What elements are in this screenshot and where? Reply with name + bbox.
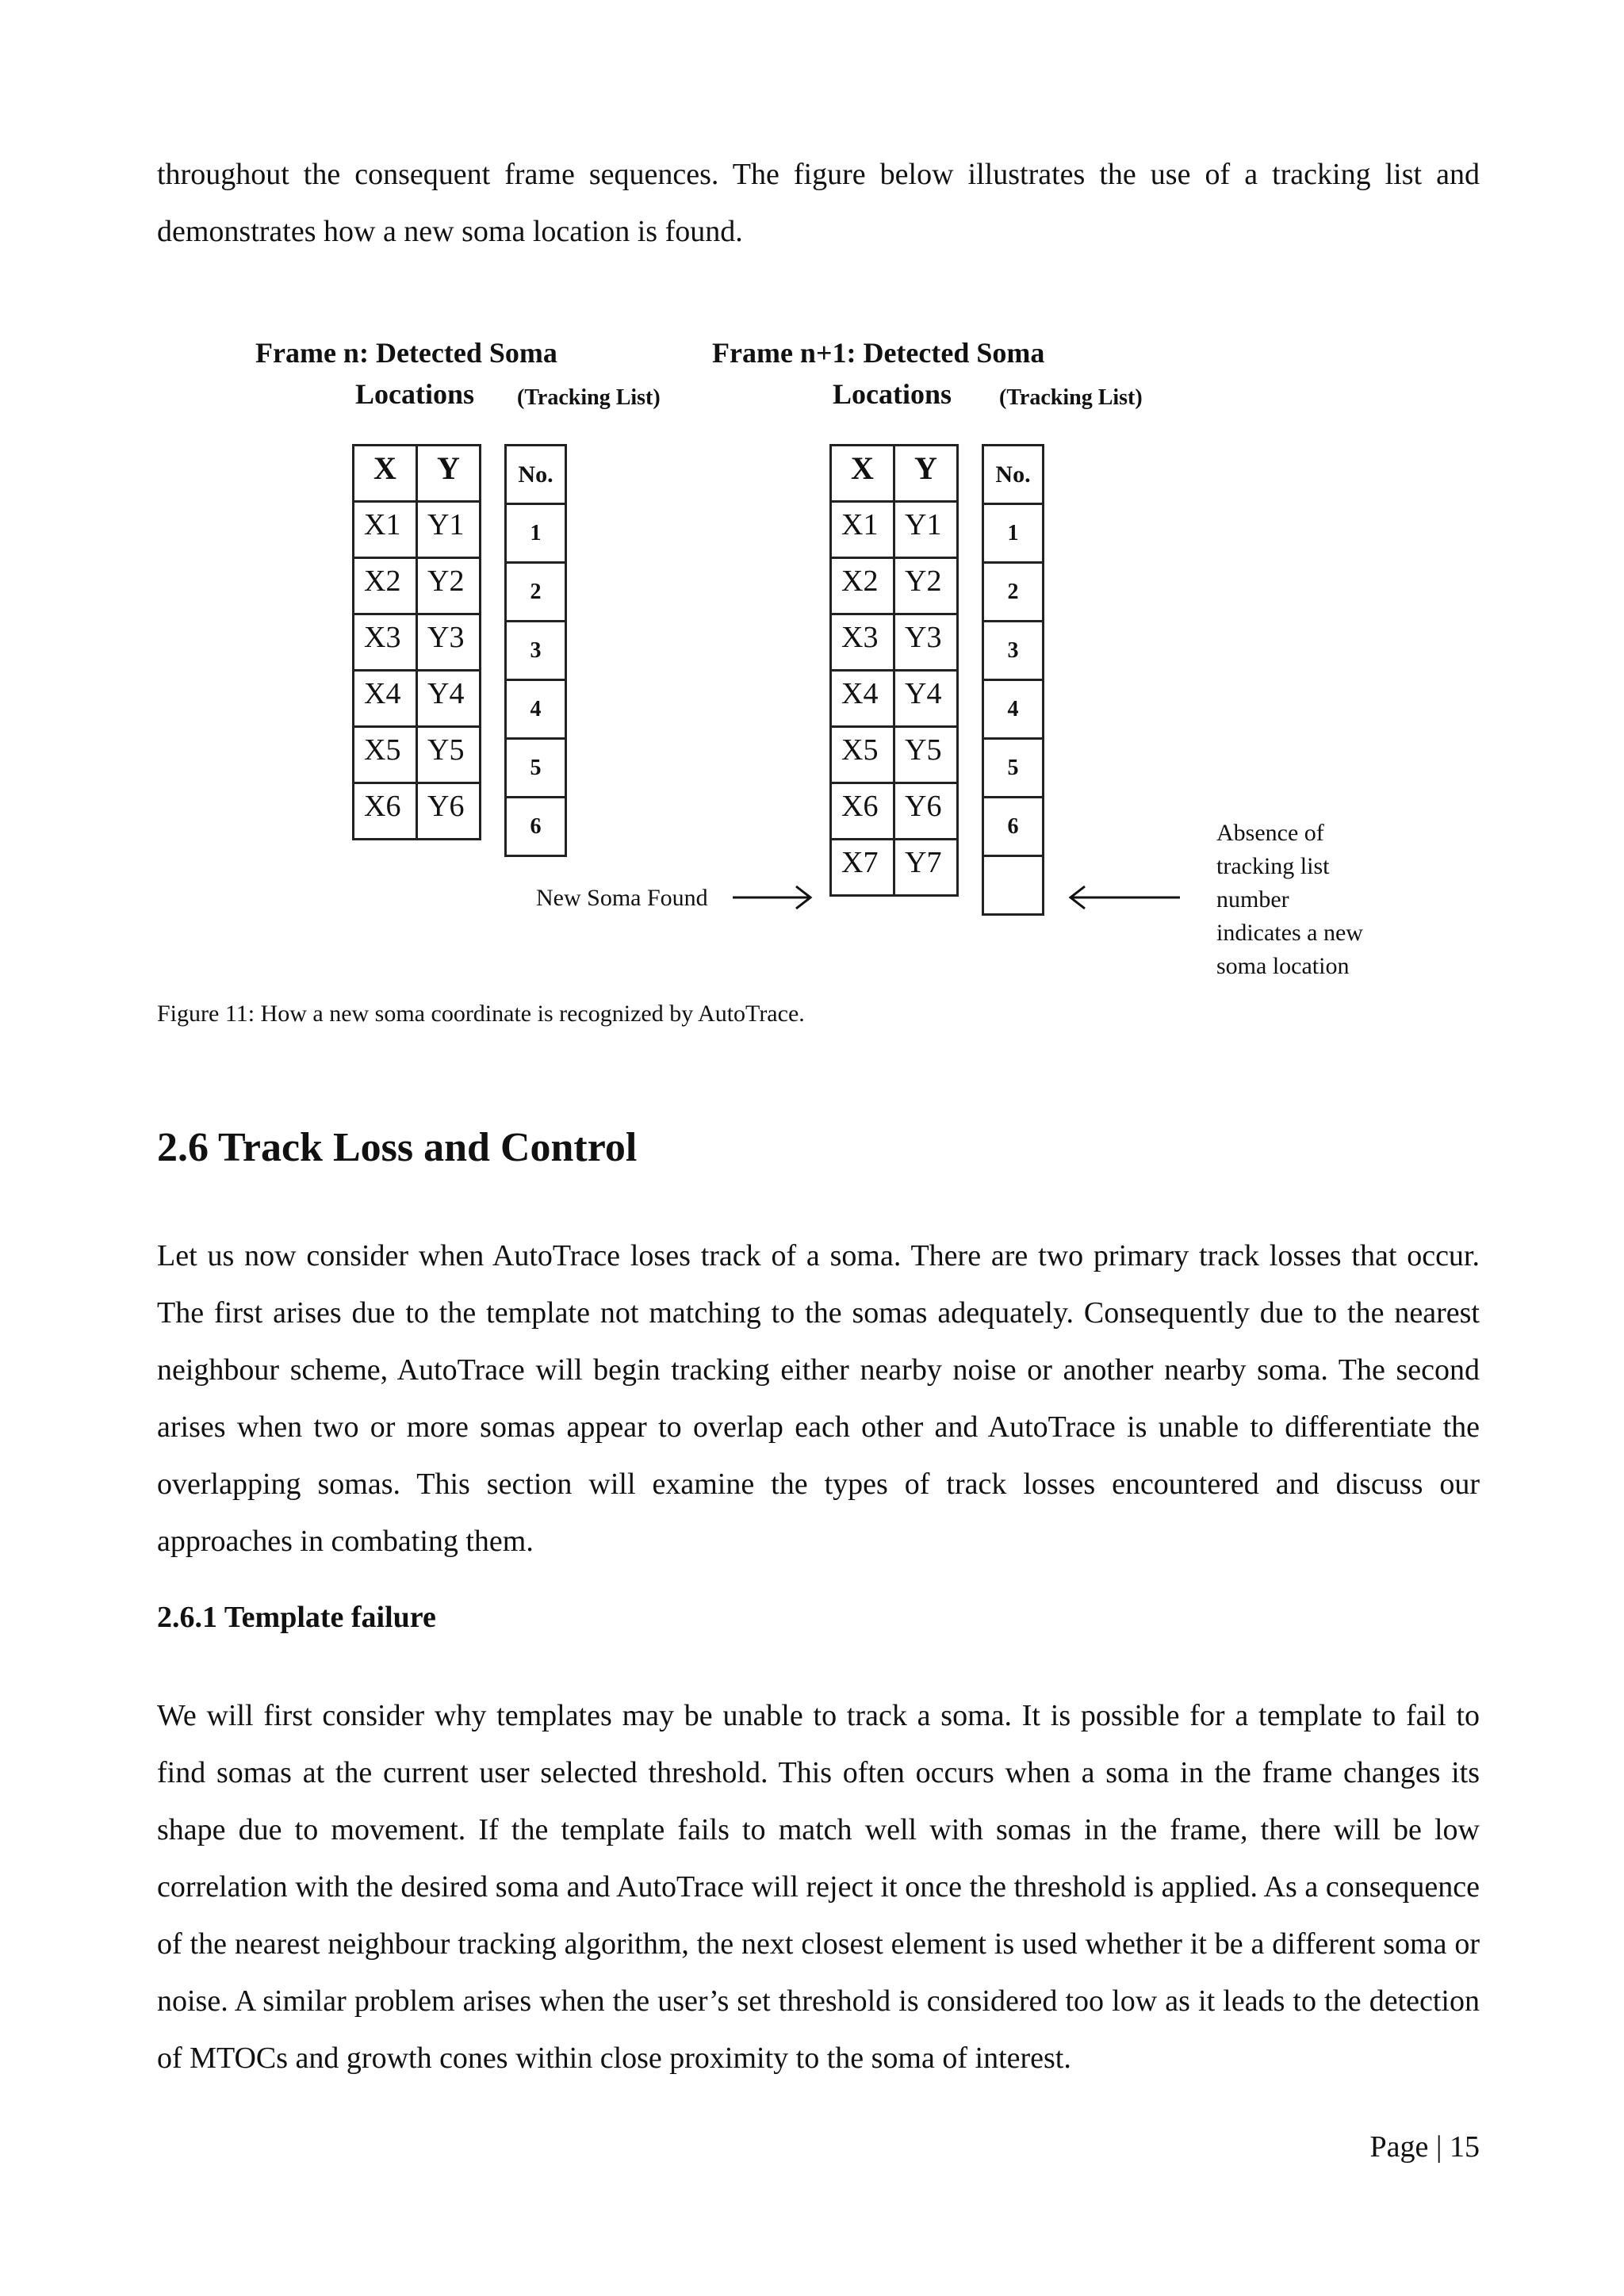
- table-row: [506, 739, 566, 798]
- cell-y: Y5: [417, 727, 481, 783]
- cell-x: X6: [831, 783, 894, 840]
- cell-y: Y3: [894, 614, 958, 671]
- cell-y: Y6: [894, 783, 958, 840]
- table-row: [506, 680, 566, 739]
- table-header-row: [506, 446, 566, 504]
- table-row: [831, 558, 958, 614]
- frame-n1-tracking-list: [982, 444, 1044, 916]
- cell-y: Y1: [417, 502, 481, 558]
- table-row: [506, 798, 566, 856]
- table-header-row: [831, 446, 958, 502]
- frame-n1-coordinate-table: [829, 444, 959, 897]
- frame-n-coordinate-table: [352, 444, 481, 840]
- table-row-new-soma: [831, 840, 958, 896]
- absence-note-line: number: [1216, 886, 1289, 913]
- absence-note-line: soma location: [1216, 953, 1350, 979]
- tracking-number: 5: [983, 739, 1044, 798]
- table-row: [354, 671, 481, 727]
- page-number: Page | 15: [1369, 2130, 1480, 2164]
- cell-x: X3: [831, 614, 894, 671]
- cell-x: X1: [354, 502, 417, 558]
- table-row-empty: [983, 856, 1044, 915]
- table-row: [983, 680, 1044, 739]
- table-row: [831, 727, 958, 783]
- absence-note-line: Absence of: [1216, 820, 1324, 846]
- table-row: [354, 727, 481, 783]
- cell-y: Y2: [417, 558, 481, 614]
- cell-x: X1: [831, 502, 894, 558]
- frame-n-tracking-label: (Tracking List): [517, 385, 661, 410]
- tracking-number: 2: [506, 563, 566, 622]
- cell-x: X3: [354, 614, 417, 671]
- frame-n1-tracking-label: (Tracking List): [999, 385, 1143, 410]
- subsection-heading: 2.6.1 Template failure: [157, 1601, 436, 1634]
- cell-x: X4: [831, 671, 894, 727]
- cell-y: Y2: [894, 558, 958, 614]
- right-arrow-icon: [730, 880, 815, 915]
- cell-y: Y4: [417, 671, 481, 727]
- table-row: [506, 563, 566, 622]
- cell-y: Y5: [894, 727, 958, 783]
- table-row: [831, 614, 958, 671]
- tracking-number-empty: [983, 856, 1044, 915]
- tracking-number: 1: [983, 504, 1044, 563]
- cell-y: Y6: [417, 783, 481, 840]
- column-header-no: No.: [506, 446, 566, 504]
- tracking-number: 3: [506, 622, 566, 680]
- table-row: [983, 739, 1044, 798]
- paragraph-track-loss: Let us now consider when AutoTrace loses track of a soma. There are two primary track losses that occur. The first arises due to the template not matching to the somas adequately. Consequently due to the nearest neighbour scheme, AutoTrace will begin tracking either nearby noise or another nearby soma. The second arises when two or more somas appear to overlap each other and AutoTrace is unable to differentiate the overlapping somas. This section will examine the types of track losses encountered and discuss our approaches in combating them.: [157, 1239, 1480, 1558]
- tracking-number: 3: [983, 622, 1044, 680]
- cell-y: Y7: [894, 840, 958, 896]
- cell-x: X5: [354, 727, 417, 783]
- new-soma-found-label: New Soma Found: [536, 885, 708, 911]
- absence-note: [1216, 817, 1363, 983]
- cell-x: X6: [354, 783, 417, 840]
- table-row: [983, 622, 1044, 680]
- table-header-row: [983, 446, 1044, 504]
- table-row: [354, 614, 481, 671]
- table-row: [983, 798, 1044, 856]
- absence-note-line: tracking list: [1216, 853, 1330, 879]
- tracking-number: 5: [506, 739, 566, 798]
- table-row: [506, 622, 566, 680]
- cell-y: Y3: [417, 614, 481, 671]
- cell-x: X2: [831, 558, 894, 614]
- paragraph-template-failure: We will first consider why templates may be unable to track a soma. It is possible for a template to fail to find somas at the current user selected threshold. This often occurs when a soma in the frame changes its shape due to movement. If the template fails to match well with somas in the frame, there will be low correlation with the desired soma and AutoTrace will reject it once the threshold is applied. As a consequence of the nearest neighbour tracking algorithm, the next closest element is used whether it be a different soma or noise. A similar problem arises when the user’s set threshold is considered too low as it leads to the detection of MTOCs and growth cones within close proximity to the soma of interest.: [157, 1699, 1480, 2075]
- figure-caption: Figure 11: How a new soma coordinate is recognized by AutoTrace.: [157, 1001, 805, 1027]
- cell-y: Y4: [894, 671, 958, 727]
- frame-n-title-locations: Locations: [355, 378, 475, 410]
- table-row: [354, 783, 481, 840]
- tracking-number: 6: [983, 798, 1044, 856]
- tracking-number: 2: [983, 563, 1044, 622]
- cell-x: X4: [354, 671, 417, 727]
- left-arrow-icon: [1064, 880, 1183, 915]
- tracking-number: 4: [506, 680, 566, 739]
- paragraph-top: throughout the consequent frame sequences. The figure below illustrates the use of a tracking list and demonstrates how a new soma location is found.: [157, 158, 1480, 248]
- cell-x: X5: [831, 727, 894, 783]
- table-row: [831, 671, 958, 727]
- column-header-x: X: [831, 446, 894, 502]
- column-header-y: Y: [894, 446, 958, 502]
- table-row: [354, 502, 481, 558]
- frame-n1-title-locations: Locations: [833, 378, 952, 410]
- column-header-y: Y: [417, 446, 481, 502]
- frame-n1-title: Frame n+1: Detected Soma: [712, 337, 1045, 369]
- frame-n-title: Frame n: Detected Soma: [255, 337, 557, 369]
- cell-x: X7: [831, 840, 894, 896]
- tracking-number: 6: [506, 798, 566, 856]
- table-row: [831, 502, 958, 558]
- frame-n-tracking-list: [504, 444, 567, 857]
- table-header-row: [354, 446, 481, 502]
- column-header-no: No.: [983, 446, 1044, 504]
- table-row: [983, 504, 1044, 563]
- section-heading: 2.6 Track Loss and Control: [157, 1125, 638, 1170]
- table-row: [354, 558, 481, 614]
- tracking-number: 1: [506, 504, 566, 563]
- absence-note-line: indicates a new: [1216, 920, 1363, 946]
- table-row: [831, 783, 958, 840]
- tracking-number: 4: [983, 680, 1044, 739]
- table-row: [506, 504, 566, 563]
- column-header-x: X: [354, 446, 417, 502]
- cell-y: Y1: [894, 502, 958, 558]
- cell-x: X2: [354, 558, 417, 614]
- table-row: [983, 563, 1044, 622]
